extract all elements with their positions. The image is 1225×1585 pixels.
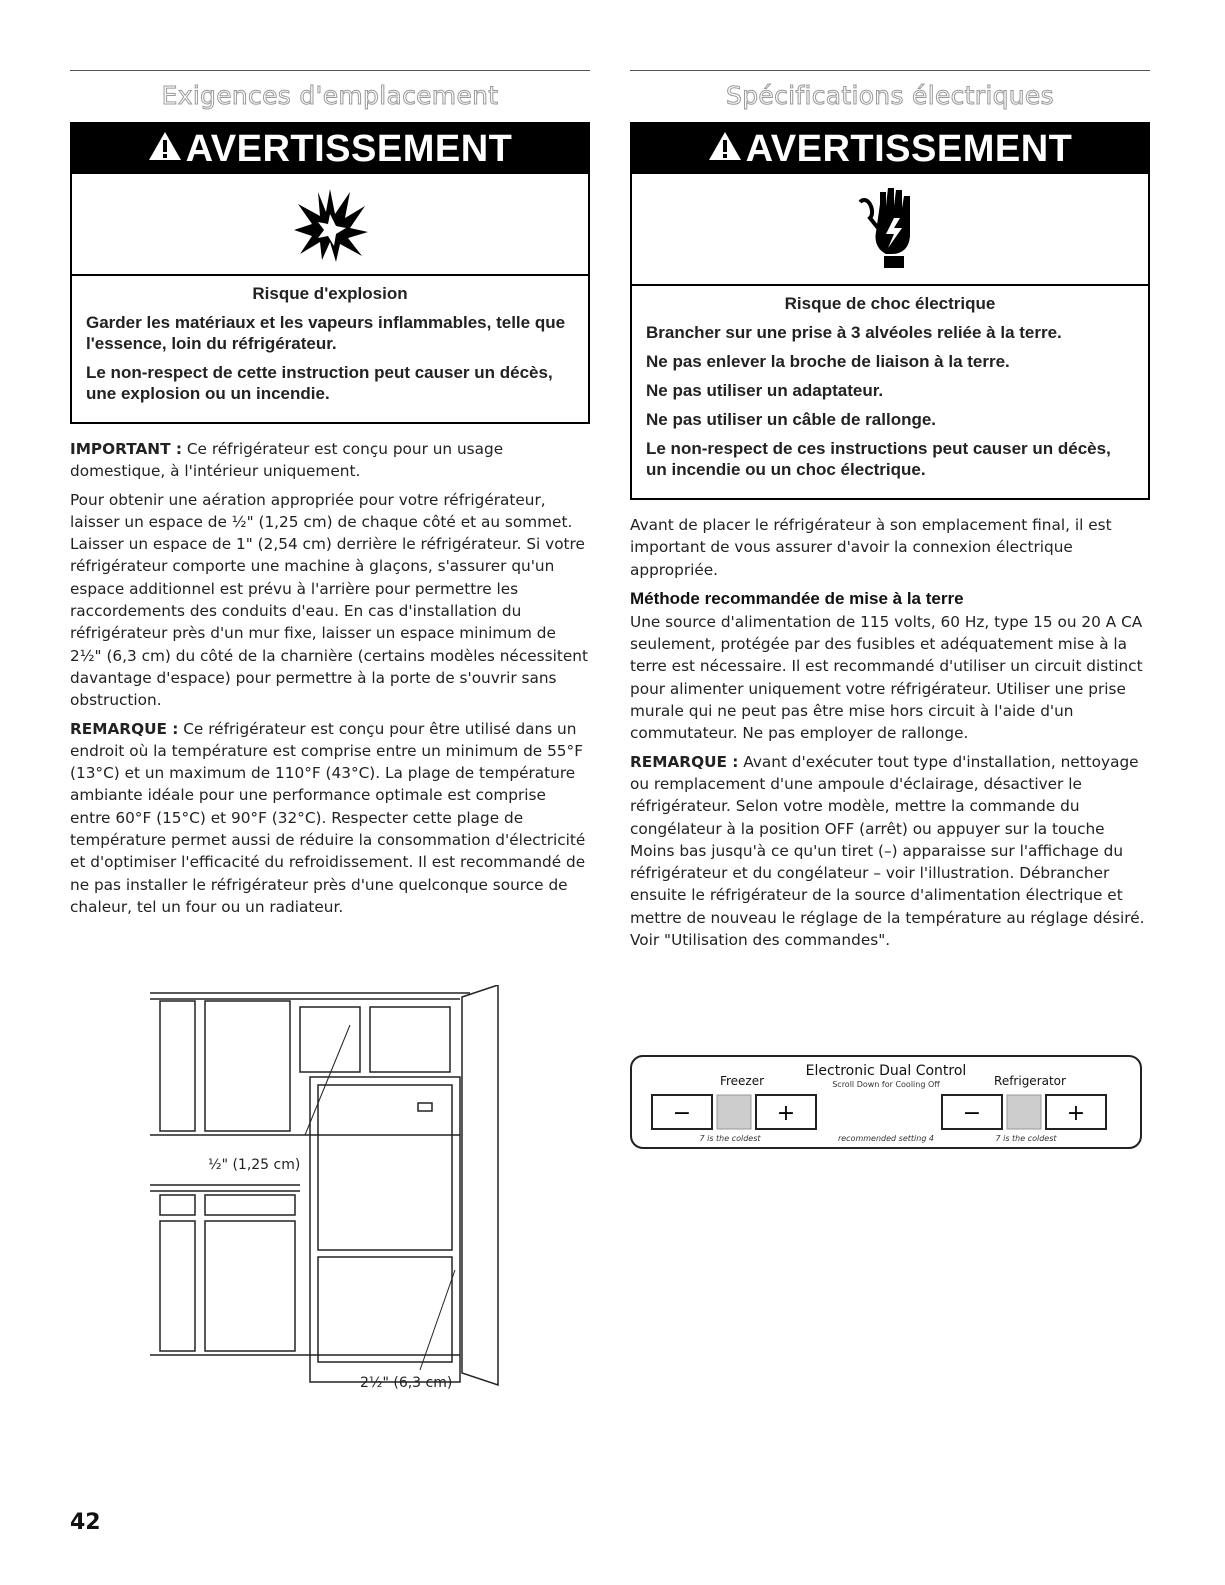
recommended-note: recommended setting 4 (837, 1134, 935, 1143)
warning-line: Brancher sur une prise à 3 alvéoles reliée à la terre. (646, 323, 1062, 342)
important-label: IMPORTANT : (70, 440, 182, 458)
section-title-electrical: Spécifications électriques (726, 81, 1054, 110)
warning-box-explosion (70, 122, 590, 424)
freezer-plus-button[interactable] (756, 1095, 816, 1129)
right-column (630, 70, 1150, 957)
svg-text:+: + (1066, 1101, 1086, 1126)
remarque-text: Avant d'exécuter tout type d'installation, nettoyage ou remplacement d'une ampoule d'éclairage, désactiver le réfrigérateur. Selon votre modèle, mettre la commande du congélateur à la position OFF (arrêt) ou appuyer sur la touche Moins bas jusqu'à ce qu'un tiret (–) apparaisse sur l'affichage du réfrigérateur et du congélateur – voir l'illustration. Débrancher ensuite le réfrigérateur de la source d'alimentation électrique et mettre de nouveau le réglage de la température au réglage désiré. Voir "Utilisation des commandes". (630, 752, 1145, 950)
warning-header-text: AVERTISSEMENT (745, 128, 1073, 170)
warning-header-text: AVERTISSEMENT (185, 128, 513, 170)
important-text: Ce réfrigérateur est conçu pour un usage domestique, à l'intérieur uniquement. (70, 440, 504, 481)
warning-body (72, 276, 588, 422)
refrigerator-display (1007, 1095, 1041, 1129)
grounding-subhead: Méthode recommandée de mise à la terre (630, 588, 964, 608)
top-rule (70, 70, 590, 71)
warning-risk: Risque d'explosion (252, 284, 408, 303)
control-subtitle: Scroll Down for Cooling Off (832, 1080, 940, 1089)
section-title-placement: Exigences d'emplacement (161, 81, 499, 110)
remarque-paragraph-left (70, 718, 590, 919)
explosion-icon (290, 184, 370, 264)
electrical-intro: Avant de placer le réfrigérateur à son emplacement final, il est important de vous assurer d'avoir la connexion électrique appropriée. (630, 516, 1112, 579)
warning-header (72, 124, 588, 174)
warning-box-electric (630, 122, 1150, 500)
svg-text:+: + (776, 1101, 796, 1126)
warning-line: Garder les matériaux et les vapeurs inflammables, telle que l'essence, loin du réfrigérateur. (86, 313, 566, 353)
warning-body (632, 286, 1148, 498)
remarque-label: REMARQUE : (630, 752, 739, 771)
dual-control-illustration (630, 1055, 1145, 1155)
refrigerator-minus-button[interactable] (942, 1095, 1002, 1129)
clearance-label-bottom: 2½" (6,3 cm) (360, 1375, 453, 1391)
grounding-paragraph: Une source d'alimentation de 115 volts, 60 Hz, type 15 ou 20 A CA seulement, protégée par des fusibles et adéquatement mise à la terre est nécessaire. Il est recommandé d'utiliser un circuit distinct pour alimenter uniquement votre réfrigérateur. Utiliser une prise murale qui ne peut pas être mise hors circuit à l'aide d'un commutateur. Ne pas employer de rallonge. (630, 612, 1143, 743)
refrigerator-note: 7 is the coldest (995, 1134, 1057, 1143)
warning-icon-area (72, 174, 588, 276)
warning-triangle-icon (708, 131, 742, 161)
clearance-diagram (150, 985, 510, 1405)
page-number: 42 (70, 1510, 101, 1535)
remarque-text: Ce réfrigérateur est conçu pour être utilisé dans un endroit où la température est comprise entre un minimum de 55°F (13°C) et un maximum de 110°F (43°C). La plage de température ambiante idéale pour une performance optimale est comprise entre 60°F (15°C) et 90°F (32°C). Respecter cette plage de température permet aussi de réduire la consommation d'électricité et d'optimiser l'efficacité du refroidissement. Il est recommandé de ne pas installer le réfrigérateur près d'une quelconque source de chaleur, tel un four ou un radiateur. (70, 719, 586, 916)
svg-text:−: − (962, 1101, 982, 1126)
refrigerator-label: Refrigerator (994, 1074, 1066, 1088)
warning-triangle-icon (148, 131, 182, 161)
freezer-note: 7 is the coldest (699, 1134, 761, 1143)
clearance-label-top: ½" (1,25 cm) (208, 1157, 301, 1173)
freezer-display (717, 1095, 751, 1129)
control-title: Electronic Dual Control (805, 1063, 967, 1079)
electric-shock-icon (850, 184, 930, 274)
warning-line: Ne pas utiliser un adaptateur. (646, 381, 884, 400)
freezer-minus-button[interactable] (652, 1095, 712, 1129)
warning-line: Ne pas utiliser un câble de rallonge. (646, 410, 937, 429)
warning-line: Ne pas enlever la broche de liaison à la terre. (646, 352, 1010, 371)
warning-line: Le non-respect de ces instructions peut causer un décès, un incendie ou un choc électrique. (646, 439, 1111, 479)
warning-header (632, 124, 1148, 174)
warning-icon-area (632, 174, 1148, 286)
top-rule (630, 70, 1150, 71)
warning-risk: Risque de choc électrique (784, 294, 996, 313)
remarque-paragraph-right (630, 751, 1150, 952)
svg-text:−: − (672, 1101, 692, 1126)
freezer-label: Freezer (719, 1074, 765, 1088)
warning-line: Le non-respect de cette instruction peut causer un décès, une explosion ou un incendie. (86, 363, 553, 403)
remarque-label: REMARQUE : (70, 719, 179, 738)
left-column (70, 70, 590, 924)
refrigerator-plus-button[interactable] (1046, 1095, 1106, 1129)
important-paragraph (70, 438, 590, 483)
clearance-paragraph: Pour obtenir une aération appropriée pour votre réfrigérateur, laisser un espace de ½" (1,25 cm) de chaque côté et au sommet. Laisser un espace de 1" (2,54 cm) derrière le réfrigérateur. Si votre réfrigérateur comporte une machine à glaçons, s'assurer qu'un espace additionnel est prévu à l'arrière pour permettre les raccordements des conduits d'eau. En cas d'installation du réfrigérateur près d'un mur fixe, laisser un espace minimum de 2½" (6,3 cm) du côté de la charnière (certains modèles nécessitent davantage d'espace) pour permettre à la porte de s'ouvrir sans obstruction. (70, 490, 588, 710)
